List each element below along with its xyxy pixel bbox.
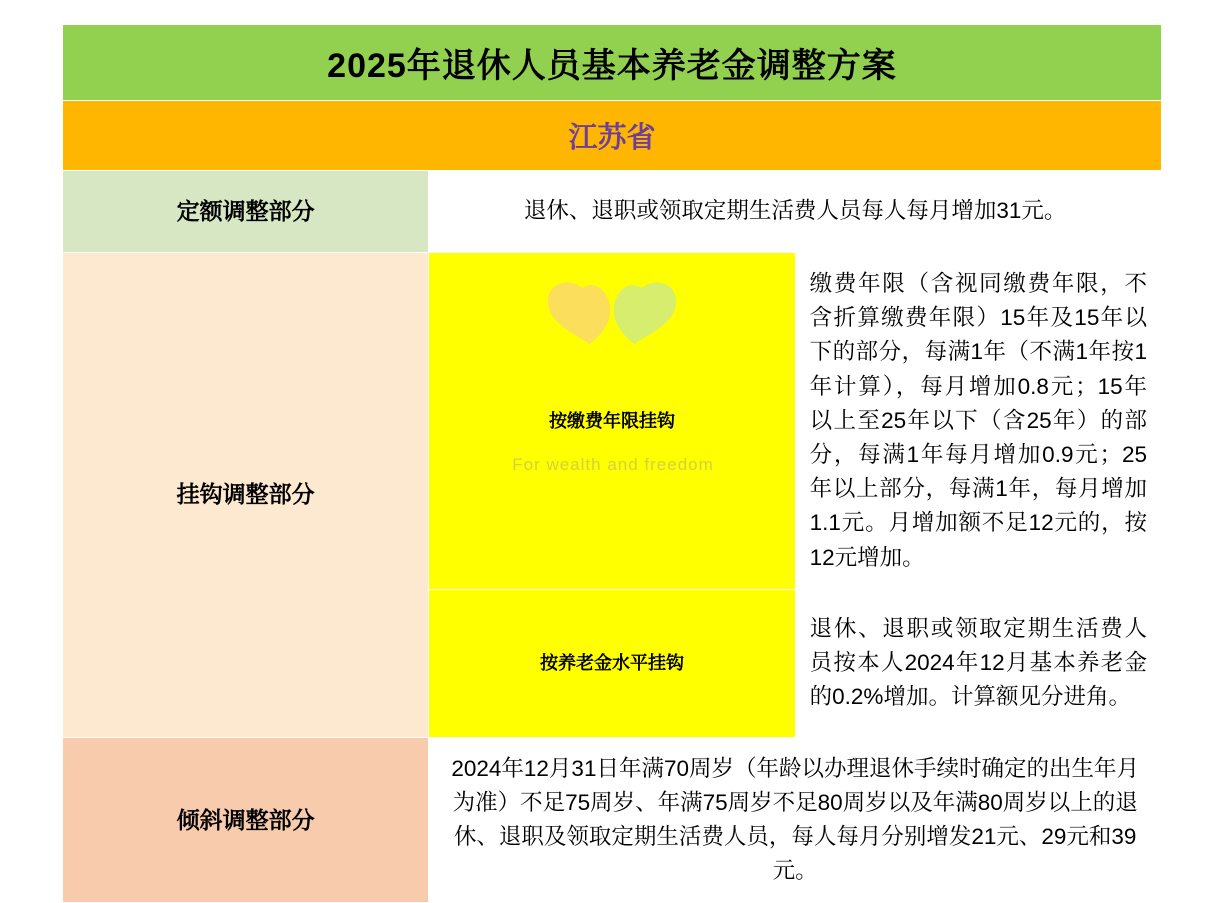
row-content-tilt-adjustment: 2024年12月31日年满70周岁（年龄以办理退休手续时确定的出生年月为准）不足75周岁、年满75周岁不足80周岁以及年满80周岁以上的退休、退职及领取定期生活费人员，每人每月分别增发21元、29元和39元。 [429,737,1162,903]
left-margin [0,0,62,755]
row-label-linked-adjustment: 挂钩调整部分 [63,253,429,738]
province-name: 江苏省 [63,101,1162,171]
watermark-tagline: For wealth and freedom [512,455,714,474]
sub-label-pension-level: 按养老金水平挂钩 [429,589,795,737]
row-label-fixed-adjustment: 定额调整部分 [63,171,429,253]
pension-adjustment-table [62,24,1162,903]
sub-label-contribution-years: 按缴费年限挂钩 [429,253,795,590]
row-content-contribution-years: 缴费年限（含视同缴费年限，不含折算缴费年限）15年及15年以下的部分，每满1年（不满1年按1年计算），每月增加0.8元；15年以上至25年以下（含25年）的部分，每满1年每月增加0.9元；25年以上部分，每满1年，每月增加1.1元。月增加额不足12元的，按12元增加。 [795,253,1161,590]
page-title: 2025年退休人员基本养老金调整方案 [63,25,1162,101]
row-content-fixed-adjustment: 退休、退职或领取定期生活费人员每人每月增加31元。 [429,171,1162,253]
table-row-fixed-adjustment [63,171,1162,253]
row-label-tilt-adjustment: 倾斜调整部分 [63,737,429,903]
table-row-linked-contribution-years [63,253,1162,590]
right-margin [1162,0,1226,755]
table-row-tilt-adjustment [63,737,1162,903]
title-row [63,25,1162,101]
province-row [63,101,1162,171]
row-content-pension-level: 退休、退职或领取定期生活费人员按本人2024年12月基本养老金的0.2%增加。计算额见分进角。 [795,589,1161,737]
